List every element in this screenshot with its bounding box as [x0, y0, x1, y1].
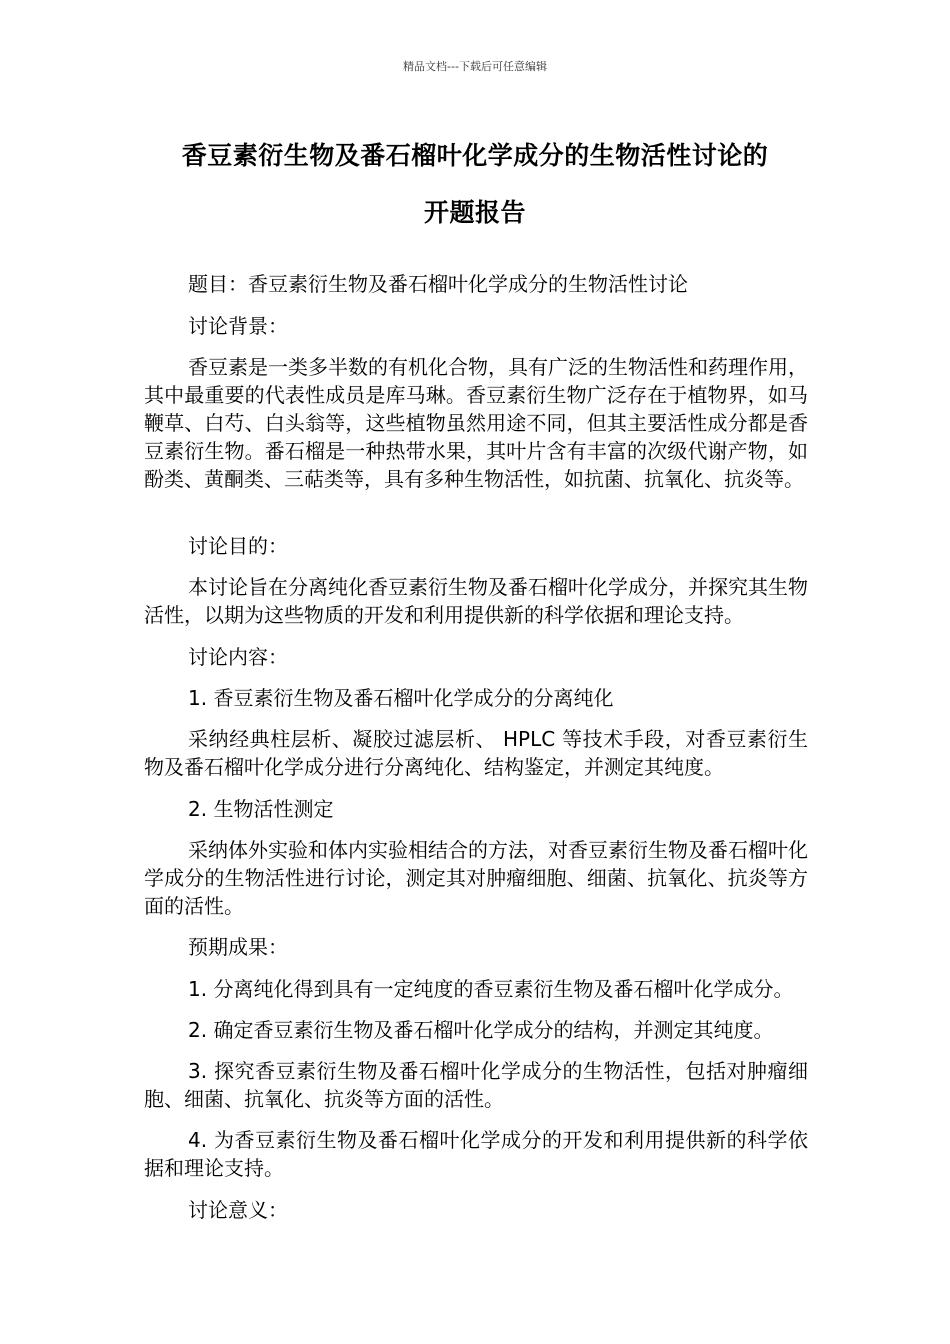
page-header: 精品文档---下载后可任意编辑: [403, 60, 547, 73]
paragraph-subject: 题目：香豆素衍生物及番石榴叶化学成分的生物活性讨论: [188, 272, 688, 296]
paragraph-result-1: 1. 分离纯化得到具有一定纯度的香豆素衍生物及番石榴叶化学成分。: [188, 977, 794, 1001]
document-title-line-1: 香豆素衍生物及番石榴叶化学成分的生物活性讨论的: [181, 141, 769, 170]
paragraph-heading-purpose: 讨论目的：: [188, 534, 288, 558]
paragraph-result-3: 3. 探究香豆素衍生物及番石榴叶化学成分的生物活性，包括对肿瘤细胞、细菌、抗氧化、抗炎等方面的活性。: [144, 1059, 808, 1111]
paragraph-result-4: 4. 为香豆素衍生物及番石榴叶化学成分的开发和利用提供新的科学依据和理论支持。: [144, 1128, 808, 1180]
paragraph-result-2: 2. 确定香豆素衍生物及番石榴叶化学成分的结构，并测定其纯度。: [188, 1018, 774, 1042]
document-title-line-2: 开题报告: [423, 198, 526, 227]
paragraph-content-item-1: 1. 香豆素衍生物及番石榴叶化学成分的分离纯化: [188, 686, 614, 710]
paragraph-content-item-2: 2. 生物活性测定: [188, 797, 334, 821]
paragraph-background: 香豆素是一类多半数的有机化合物，具有广泛的生物活性和药理作用，其中最重要的代表性成员是库马琳。香豆素衍生物广泛存在于植物界，如马鞭草、白芍、白头翁等，这些植物虽然用途不同，但其主要活性成分都是香豆素衍生物。番石榴是一种热带水果，其叶片含有丰富的次级代谢产物，如酚类、黄酮类、三萜类等，具有多种生物活性，如抗菌、抗氧化、抗炎等。: [144, 355, 808, 491]
paragraph-heading-significance: 讨论意义：: [188, 1198, 288, 1222]
paragraph-content-item-1-detail: 采纳经典柱层析、凝胶过滤层析、 HPLC 等技术手段，对香豆素衍生物及番石榴叶化学成分进行分离纯化、结构鉴定，并测定其纯度。: [144, 727, 808, 779]
paragraph-purpose: 本讨论旨在分离纯化香豆素衍生物及番石榴叶化学成分，并探究其生物活性，以期为这些物质的开发和利用提供新的科学依据和理论支持。: [144, 575, 808, 627]
paragraph-heading-content: 讨论内容：: [188, 645, 288, 669]
paragraph-heading-results: 预期成果：: [188, 935, 288, 959]
paragraph-content-item-2-detail: 采纳体外实验和体内实验相结合的方法，对香豆素衍生物及番石榴叶化学成分的生物活性进行讨论，测定其对肿瘤细胞、细菌、抗氧化、抗炎等方面的活性。: [144, 838, 808, 918]
paragraph-heading-background: 讨论背景：: [188, 314, 288, 338]
